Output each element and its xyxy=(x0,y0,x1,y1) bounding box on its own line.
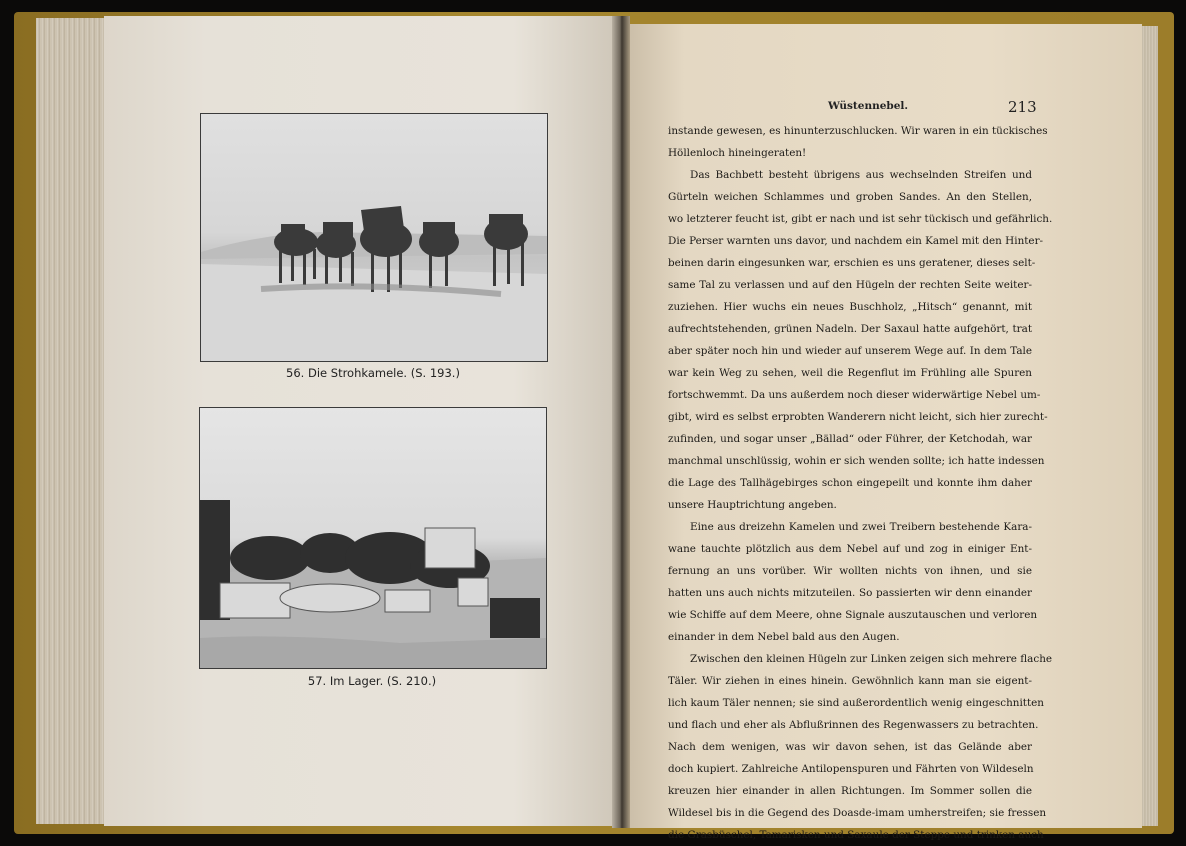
text-line: Die Perser warnten uns davor, und nachdem ein Kamel mit den Hinter- xyxy=(668,235,1044,247)
text-line: instande gewesen, es hinunterzuschlucken. Wir waren in ein tückisches xyxy=(668,125,1048,137)
text-line: Zwischen den kleinen Hügeln zur Linken zeigen sich mehrere flache xyxy=(690,653,1053,665)
text-line: die Grasbüschel, Tamarisken und Saxaule der Steppe und trinken auch xyxy=(668,829,1044,841)
text-line: Nach dem wenigen, was wir davon sehen, ist das Gelände aber xyxy=(668,741,1032,753)
text-line: unsere Hauptrichtung angeben. xyxy=(668,499,837,511)
photo-camp xyxy=(199,407,547,669)
text-line: wane tauchte plötzlich aus dem Nebel auf und zog in einiger Ent- xyxy=(668,543,1032,555)
text-line: Wildesel bis in die Gegend des Doasde-imam umherstreifen; sie fressen xyxy=(668,807,1047,819)
text-line: Gürteln weichen Schlammes und groben Sandes. An den Stellen, xyxy=(668,191,1032,203)
page-number: 213 xyxy=(1008,98,1037,116)
paragraph xyxy=(668,516,1038,648)
text-line: hatten uns auch nichts mitzuteilen. So passierten wir denn einander xyxy=(668,587,1032,599)
paragraph xyxy=(668,164,1053,516)
text-line: Eine aus dreizehn Kamelen und zwei Treibern bestehende Kara- xyxy=(690,521,1032,533)
text-line: Höllenloch hineingeraten! xyxy=(668,147,807,159)
text-line: Täler. Wir ziehen in eines hinein. Gewöhnlich kann man sie eigent- xyxy=(668,675,1032,687)
text-line: einander in dem Nebel bald aus den Augen. xyxy=(668,631,900,643)
text-line: aufrechtstehenden, grünen Nadeln. Der Saxaul hatte aufgehört, trat xyxy=(668,323,1032,335)
text-line: beinen darin eingesunken war, erschien es uns geratener, dieses selt- xyxy=(668,257,1036,269)
text-line: wo letzterer feucht ist, gibt er nach und ist sehr tückisch und gefährlich. xyxy=(668,213,1053,225)
text-line: fortschwemmt. Da uns außerdem noch dieser widerwärtige Nebel um- xyxy=(668,389,1041,401)
figure-caption: 56. Die Strohkamele. (S. 193.) xyxy=(286,366,460,380)
text-line: same Tal zu verlassen und auf den Hügeln der rechten Seite weiter- xyxy=(668,279,1032,291)
text-line: zuziehen. Hier wuchs ein neues Buschholz, „Hitsch“ genannt, mit xyxy=(668,301,1032,313)
camel-caravan-illustration xyxy=(201,114,547,361)
figure-caption: 57. Im Lager. (S. 210.) xyxy=(307,674,437,688)
text-line: fernung an uns vorüber. Wir wollten nichts von ihnen, und sie xyxy=(668,565,1032,577)
paragraph xyxy=(668,648,1053,846)
text-line: die Lage des Tallhägebirges schon eingepeilt und konnte ihm daher xyxy=(668,477,1032,489)
text-line: manchmal unschlüssig, wohin er sich wenden sollte; ich hatte indessen xyxy=(668,455,1045,467)
text-line: kreuzen hier einander in allen Richtungen. Im Sommer sollen die xyxy=(668,785,1032,797)
text-line: Das Bachbett besteht übrigens aus wechselnden Streifen und xyxy=(690,169,1032,181)
paragraph xyxy=(668,120,1048,164)
text-line: aber später noch hin und wieder auf unserem Wege auf. In dem Tale xyxy=(668,345,1032,357)
text-line: und flach und eher als Abflußrinnen des Regenwassers zu betrachten. xyxy=(668,719,1039,731)
body-text xyxy=(668,120,1053,846)
text-line: lich kaum Täler nennen; sie sind außerordentlich wenig eingeschnitten xyxy=(668,697,1044,709)
text-line: zufinden, und sogar unser „Bällad“ oder Führer, der Ketchodah, war xyxy=(668,433,1032,445)
text-line: doch kupiert. Zahlreiche Antilopenspuren und Fährten von Wildeseln xyxy=(668,763,1034,775)
camp-illustration xyxy=(200,408,546,668)
text-line: war kein Weg zu sehen, weil die Regenflut im Frühling alle Spuren xyxy=(668,367,1032,379)
running-head: Wüstennebel. xyxy=(828,100,909,112)
book-gutter xyxy=(612,16,630,828)
photo-straw-camels xyxy=(200,113,548,362)
text-line: wie Schiffe auf dem Meere, ohne Signale auszutauschen und verloren xyxy=(668,609,1038,621)
text-line: gibt, wird es selbst erprobten Wanderern nicht leicht, sich hier zurecht- xyxy=(668,411,1048,423)
